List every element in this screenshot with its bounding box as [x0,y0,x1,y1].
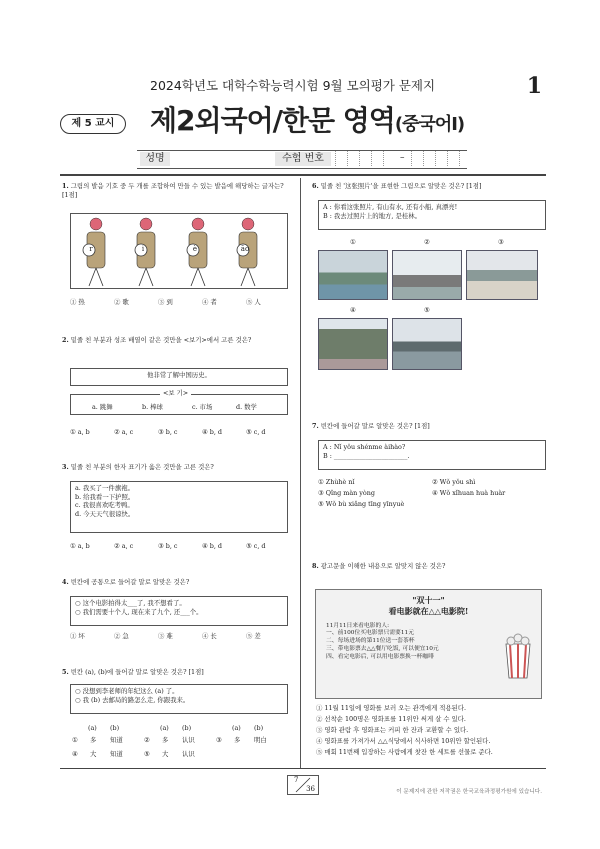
q4-option[interactable]: ③ 难 [158,632,173,640]
slash-icon [288,776,318,794]
q5-option-a: 多 [90,736,97,744]
question-2: 2. 밑줄 친 부분과 성조 배열이 같은 것만을 <보기>에서 고른 것은? [62,336,252,344]
q4-line: ○ 我们需要十个人, 现在来了九个, 还___个。 [75,607,203,616]
q5-option-a: 多 [234,736,241,744]
q6-dialog [318,200,546,230]
q5-header: (a) [88,724,97,732]
q3-box [70,481,288,533]
q1-letter: i [141,245,145,253]
popcorn-icon [500,630,536,680]
ad-line: 11月11日来看电影的人: [326,622,390,629]
q7-line: B : _______________________. [323,451,410,460]
question-7: 7. 빈칸에 들어갈 말로 알맞은 것은? [1점] [312,422,430,430]
q1-option[interactable]: ③ 到 [158,298,173,306]
q5-option-b: 知道 [110,750,123,758]
q5-option-a: 大 [162,750,169,758]
copyright-notice: 이 문제지에 관한 저작권은 한국교육과정평가원에 있습니다. [396,789,542,795]
shadow-puppets [71,214,287,288]
q5-line: ○ 没想到李老师的年纪这么 (a) 了。 [75,687,179,695]
q2-sentence: 他非常了解中国历史。 [70,368,288,386]
q7-dialog [318,440,546,470]
column-divider [300,178,301,768]
footer-divider [60,768,546,769]
header-divider [60,174,546,176]
q1-letter: è [192,245,198,253]
q7-option[interactable]: ③ Qǐng màn yòng [318,489,375,497]
q5-header: (b) [182,724,192,732]
q7-option[interactable]: ② Wǒ yǒu shì [432,478,476,486]
q8-option[interactable]: ① 11월 11일에 영화를 보러 오는 관객에게 적용된다. [316,704,467,712]
q4-option[interactable]: ⑤ 差 [246,632,261,640]
q5-line: ○ 我 (b) 去邮局的路怎么走, 你跟我来。 [75,695,190,704]
q8-option[interactable]: ⑤ 매회 11번째 입장하는 사람에게 찻잔 한 세트를 선물로 준다. [316,748,493,756]
q5-box [70,684,288,714]
q1-option[interactable]: ④ 者 [202,298,217,306]
q5-option-num[interactable]: ② [144,736,150,744]
q6-image-5[interactable] [392,318,462,370]
ad-line: 一、前100位买电影票只需要11元 [326,630,415,637]
q1-option[interactable]: ① 热 [70,298,85,306]
q1-illustration [70,213,288,289]
page-title: 제2외국어/한문 영역(중국어Ⅰ) [150,104,465,137]
q5-option-b: 认识 [182,736,195,744]
q6-image-2[interactable] [392,250,462,300]
q1-option[interactable]: ② 歌 [114,298,129,306]
q5-option-a: 多 [162,736,169,744]
q2-option[interactable]: ② a, c [114,428,134,436]
q3-line: c. 我很喜欢吃考鸭。 [75,501,134,510]
q2-bogi-item: c. 市场 [192,403,213,411]
question-8: 8. 광고문을 이해한 내용으로 알맞지 않은 것은? [312,562,446,570]
q2-option[interactable]: ③ b, c [158,428,178,436]
q3-line: b. 给我看一下护照。 [75,492,135,501]
question-6: 6. 밑줄 친 '这张照片'을 표현한 그림으로 알맞은 것은? [1점] [312,182,482,190]
q4-box [70,596,288,626]
q5-option-b: 知道 [110,736,123,744]
q3-option[interactable]: ⑤ c, d [246,542,266,550]
q2-bogi-label: <보 기> [160,389,191,398]
question-4: 4. 빈칸에 공통으로 들어갈 말로 알맞은 것은? [62,578,190,586]
page-mark: 1 [526,73,542,99]
q7-option[interactable]: ⑤ Wǒ bù xiǎng tīng yīnyuè [318,500,405,508]
q5-option-b: 明白 [254,736,267,744]
q3-option[interactable]: ④ b, d [202,542,223,550]
number-label: 수험 번호 [275,152,331,166]
q5-option-num[interactable]: ③ [216,736,222,744]
q6-image-3[interactable] [466,250,538,300]
q5-header: (a) [232,724,241,732]
q6-line: B : 我去过照片上的地方, 是桂林。 [323,211,422,220]
q4-line: ○ 这个电影拍得太___了, 我不想看了。 [75,599,186,607]
ad-line: 二、每场进场的第11位送一套茶杯 [326,638,415,645]
q7-line: A : Nǐ yǒu shénme àihào? [323,443,406,451]
q2-option[interactable]: ① a, b [70,428,90,436]
q1-option[interactable]: ⑤ 人 [246,298,261,306]
q6-line: A : 你看这张照片, 有山有水, 还有小船, 真漂亮! [323,203,458,211]
question-3: 3. 밑줄 친 부분의 한자 표기가 옳은 것만을 고른 것은? [62,463,214,471]
exam-header: 2024학년도 대학수학능력시험 9월 모의평가 문제지 [150,78,436,93]
q5-header: (b) [110,724,120,732]
q7-option[interactable]: ① Zhùhè nǐ [318,478,355,486]
q4-option[interactable]: ① 坏 [70,632,85,640]
number-cell [383,151,396,166]
number-cell [459,151,472,166]
q3-line: a. 我买了一件旗袍。 [75,484,134,492]
ad-line: 三、带电影票去△△餐厅吃饭, 可以便宜10元 [326,646,439,653]
number-dash: – [400,153,405,163]
q5-header: (b) [254,724,264,732]
q5-header: (a) [160,724,169,732]
q5-option-b: 认识 [182,750,195,758]
q5-option-num[interactable]: ① [72,736,78,744]
q6-image-1[interactable] [318,250,388,300]
q3-line: d. 今天天气很谅快。 [75,509,135,518]
q6-label: ② [424,238,430,246]
q8-option[interactable]: ③ 영화 관람 후 영화표는 커피 한 잔과 교환할 수 있다. [316,726,469,734]
ad-title: "双十一" [412,595,445,605]
q7-option[interactable]: ④ Wǒ xǐhuan huà huàr [432,489,506,497]
session-badge: 제 5 교시 [60,114,126,134]
q2-bogi-item: d. 数学 [236,403,257,411]
q8-option[interactable]: ④ 영화표를 가져가서 △△식당에서 식사하면 10위안 할인된다. [316,737,491,745]
q3-option[interactable]: ① a, b [70,542,90,550]
q2-option[interactable]: ④ b, d [202,428,223,436]
q6-label: ⑤ [424,306,430,314]
q1-letter: āo [240,245,250,253]
q5-option-num[interactable]: ④ [72,750,78,758]
q5-option-a: 大 [90,750,97,758]
q2-bogi-item: a. 跳舞 [92,403,113,411]
q6-label: ④ [350,306,356,314]
q4-option[interactable]: ② 急 [114,632,129,640]
q3-option[interactable]: ② a, c [114,542,134,550]
q1-letter: r [89,245,93,253]
q6-label: ① [350,238,356,246]
q2-bogi-item: b. 棒球 [142,403,163,411]
q3-option[interactable]: ③ b, c [158,542,178,550]
q5-option-num[interactable]: ⑤ [144,750,150,758]
q8-option[interactable]: ② 선착순 100명은 영화표를 11위안 써게 살 수 있다. [316,715,466,723]
page-number: 7 36 [287,775,319,795]
q6-label: ③ [498,238,504,246]
q6-image-4[interactable] [318,318,388,370]
q2-option[interactable]: ⑤ c, d [246,428,266,436]
ad-line: 四、看完电影后, 可以用电影票换一杯咖啡 [326,653,435,660]
q4-option[interactable]: ④ 长 [202,632,217,640]
ad-subtitle: 看电影就在△△电影院! [388,605,469,616]
question-1: 1. 그림의 발음 기호 중 두 개를 조합하여 만들 수 있는 발음에 해당하는 글자는? [1점] [62,182,284,199]
question-5: 5. 빈칸 (a), (b)에 들어갈 말로 알맞은 것은? [1점] [62,668,204,676]
name-label: 성명 [140,152,170,166]
